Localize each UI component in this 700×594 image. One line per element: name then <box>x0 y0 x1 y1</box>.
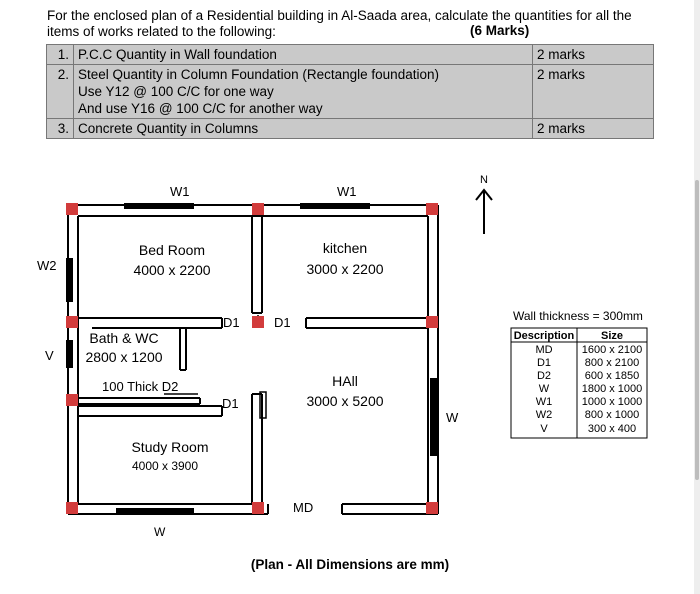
column <box>426 502 438 514</box>
scrollbar-thumb[interactable] <box>695 180 699 480</box>
task-line: And use Y16 @ 100 C/C for another way <box>78 101 323 116</box>
label-w-right: W <box>446 410 459 425</box>
room-name: kitchen <box>322 240 368 256</box>
task-line: Use Y12 @ 100 C/C for one way <box>78 84 274 99</box>
room-size: 3000 x 5200 <box>306 393 384 409</box>
task-marks: 2 marks <box>533 65 654 119</box>
window-v <box>66 340 73 368</box>
question-line-1: For the enclosed plan of a Residential building in Al-Saada area, calculate the quantities for all the <box>47 8 632 23</box>
schedule-desc: D2 <box>536 370 552 382</box>
label-w1-right: W1 <box>337 184 357 199</box>
window-w1-left <box>124 203 194 209</box>
task-line: Steel Quantity in Column Foundation (Rectangle foundation) <box>78 67 439 82</box>
schedule-desc: D1 <box>536 357 552 369</box>
task-line: P.C.C Quantity in Wall foundation <box>78 47 277 62</box>
window-w-bottom <box>116 508 194 514</box>
label-w-bottom: W <box>154 525 166 539</box>
schedule-size: 600 x 1850 <box>584 370 640 382</box>
window-w1-right <box>300 203 370 209</box>
schedule-size: 800 x 2100 <box>584 357 640 369</box>
north-arrow <box>476 174 492 234</box>
task-number: 3. <box>47 119 74 139</box>
label-w1-left: W1 <box>170 184 190 199</box>
scrollbar-track[interactable] <box>694 0 700 594</box>
wall-thickness-note: Wall thickness = 300mm <box>513 309 643 323</box>
label-d1-b: D1 <box>274 315 291 330</box>
plan-caption: (Plan - All Dimensions are mm) <box>250 557 450 572</box>
schedule-desc: MD <box>535 344 553 356</box>
schedule-size: 800 x 1000 <box>584 409 640 421</box>
total-marks: (6 Marks) <box>470 23 530 38</box>
column <box>252 316 264 328</box>
column <box>252 502 264 514</box>
task-line: Concrete Quantity in Columns <box>78 121 259 136</box>
schedule-desc: V <box>540 423 548 435</box>
column <box>426 203 438 215</box>
schedule-header-size: Size <box>600 330 624 342</box>
label-md: MD <box>293 500 314 515</box>
column <box>252 203 264 215</box>
column <box>426 316 438 328</box>
schedule-desc: W2 <box>535 409 553 421</box>
schedule-size: 1000 x 1000 <box>581 396 643 408</box>
room-size: 2800 x 1200 <box>85 349 163 365</box>
room-size: 4000 x 2200 <box>133 262 211 278</box>
schedule-size: 1800 x 1000 <box>581 383 643 395</box>
column <box>66 316 78 328</box>
column <box>66 203 78 215</box>
room-name: Bath & WC <box>89 330 159 346</box>
task-marks: 2 marks <box>533 119 654 139</box>
question-line-2: items of works related to the following: <box>47 24 276 39</box>
column <box>66 394 78 406</box>
window-w2 <box>66 258 73 302</box>
task-number: 1. <box>47 45 74 65</box>
window-w-right <box>430 378 438 456</box>
task-marks: 2 marks <box>533 45 654 65</box>
north-label: N <box>480 174 488 186</box>
schedule-size: 300 x 400 <box>587 423 637 435</box>
schedule-size: 1600 x 2100 <box>581 344 643 356</box>
door-window-schedule <box>511 309 647 438</box>
room-size: 3000 x 2200 <box>306 261 384 277</box>
room-size: 4000 x 3900 <box>131 459 199 473</box>
room-name: HAll <box>332 373 358 389</box>
label-w2: W2 <box>37 258 57 273</box>
schedule-desc: W <box>538 383 550 395</box>
room-name: Study Room <box>131 439 209 455</box>
label-d1-a: D1 <box>223 315 240 330</box>
label-d1-c: D1 <box>222 396 239 411</box>
task-number: 2. <box>47 65 74 119</box>
label-v: V <box>45 348 54 363</box>
column <box>66 502 78 514</box>
room-name: Bed Room <box>138 242 206 258</box>
schedule-desc: W1 <box>535 396 553 408</box>
label-thick-note: 100 Thick D2 <box>102 379 179 394</box>
schedule-header-description: Description <box>513 330 575 342</box>
